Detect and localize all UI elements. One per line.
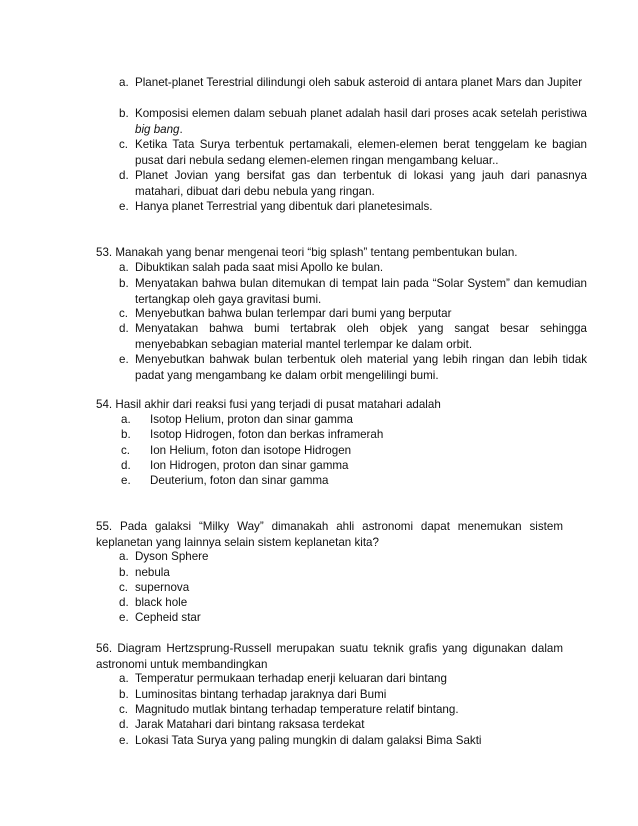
q56-option-c [119,702,587,718]
option-text: black hole [135,596,188,609]
option-label: e. [119,611,129,624]
option-text: Dibuktikan salah pada saat misi Apollo ke bulan. [135,261,384,274]
option-text: supernova [135,581,190,594]
option-text: Planet-planet Terestrial dilindungi oleh sabuk asteroid di antara planet Mars dan Jupiter [135,76,583,89]
q54-option-e [121,473,570,489]
option-text-emphasis: big bang [135,122,180,136]
option-text: Ion Helium, foton dan isotope Hidrogen [150,444,352,457]
q55-option-c [119,580,587,596]
q52-option-b [119,106,587,137]
option-label: d. [119,596,129,609]
q53-option-b [119,276,587,307]
option-text: Menyebutkan bahwa bulan terlempar dari bumi yang berputar [135,307,452,320]
q53-option-c [119,306,587,322]
q56-question: 56. Diagram Hertzsprung-Russell merupakan suatu teknik grafis yang digunakan dalam astronomi untuk membandingkan [96,642,563,671]
q54-option-a [121,412,570,428]
option-text: Ion Hidrogen, proton dan sinar gamma [150,459,349,472]
q54-option-c [121,443,570,459]
q55-option-e [119,610,587,626]
q56-option-d [119,717,587,733]
option-label: b. [119,688,129,701]
option-label: d. [119,322,129,335]
option-text: Menyebutkan bahwak bulan terbentuk oleh material yang lebih ringan dan lebih tidak padat yang mengambang ke dalam orbit mengelilingi bumi. [135,353,587,382]
question-text: 55. Pada galaksi “Milky Way” dimanakah ahli astronomi dapat menemukan sistem keplanetan yang lainnya selain sistem keplanetan kita? [96,520,563,549]
option-text: Hanya planet Terrestrial yang dibentuk dari planetesimals. [135,200,433,213]
option-text: Jarak Matahari dari bintang raksasa terdekat [135,718,365,731]
option-label: d. [121,459,131,472]
option-label: a. [121,413,131,426]
option-label: b. [119,277,129,290]
q52-option-d [119,168,587,199]
q56-option-b [119,687,587,703]
q52-option-e [119,199,587,215]
q54-option-b [121,427,570,443]
option-text: Lokasi Tata Surya yang paling mungkin di dalam galaksi Bima Sakti [135,734,482,747]
option-label: a. [119,672,129,685]
q53-option-a [119,260,587,276]
q52-option-c [119,137,587,168]
option-text: Luminositas bintang terhadap jaraknya dari Bumi [135,688,387,701]
option-label: b. [119,566,129,579]
q56-option-a [119,671,587,687]
option-label: c. [119,307,129,320]
option-text [135,106,587,137]
option-text: Temperatur permukaan terhadap enerji keluaran dari bintang [135,672,447,685]
option-label: d. [119,718,129,731]
q54-question: 54. Hasil akhir dari reaksi fusi yang terjadi di pusat matahari adalah [96,398,441,411]
option-text: Isotop Hidrogen, foton dan berkas inframerah [150,428,384,441]
option-text: Planet Jovian yang bersifat gas dan terbentuk di lokasi yang jauh dari panasnya matahari, dibuat dari debu nebula yang ringan. [135,169,587,198]
q52-option-a [119,75,587,91]
option-text: Menyatakan bahwa bulan ditemukan di tempat lain pada “Solar System” dan kemudian tertangkap oleh gaya gravitasi bumi. [135,277,587,306]
q56-option-e [119,733,587,749]
q53-option-d [119,321,587,352]
option-label: c. [121,444,131,457]
q53-question: 53. Manakah yang benar mengenai teori “big splash” tentang pembentukan bulan. [96,246,518,259]
option-label: d. [119,169,129,182]
q54-option-d [121,458,570,474]
option-label: b. [121,428,131,441]
option-label: c. [119,703,129,716]
option-text: Ketika Tata Surya terbentuk pertamakali, elemen-elemen berat tenggelam ke bagian pusat dari nebula sedang elemen-elemen ringan mengambang keluar.. [135,138,587,167]
option-label: e. [119,734,129,747]
option-label: c. [119,138,129,151]
q53-option-e [119,352,587,383]
option-label: e. [121,474,131,487]
option-text: Cepheid star [135,611,201,624]
option-label: a. [119,261,129,274]
option-label: e. [119,353,129,366]
q55-option-d [119,595,587,611]
option-text-post: . [179,122,183,136]
option-label: b. [119,107,129,120]
q55-question [96,519,563,550]
option-text-pre: Komposisi elemen dalam sebuah planet adalah hasil dari proses acak setelah peristiwa [135,107,587,120]
option-text: Magnitudo mutlak bintang terhadap temperature relatif bintang. [135,703,459,716]
option-text: Deuterium, foton dan sinar gamma [150,474,329,487]
option-label: c. [119,581,129,594]
option-text: Menyatakan bahwa bumi tertabrak oleh objek yang sangat besar sehingga menyebabkan sebagian material mantel terlempar ke dalam orbit. [135,322,587,351]
option-text: Dyson Sphere [135,550,209,563]
option-text: nebula [135,566,170,579]
option-label: e. [119,200,129,213]
option-label: a. [119,550,129,563]
q55-option-b [119,565,587,581]
q55-option-a [119,549,587,565]
option-text: Isotop Helium, proton dan sinar gamma [150,413,353,426]
option-label: a. [119,76,129,89]
